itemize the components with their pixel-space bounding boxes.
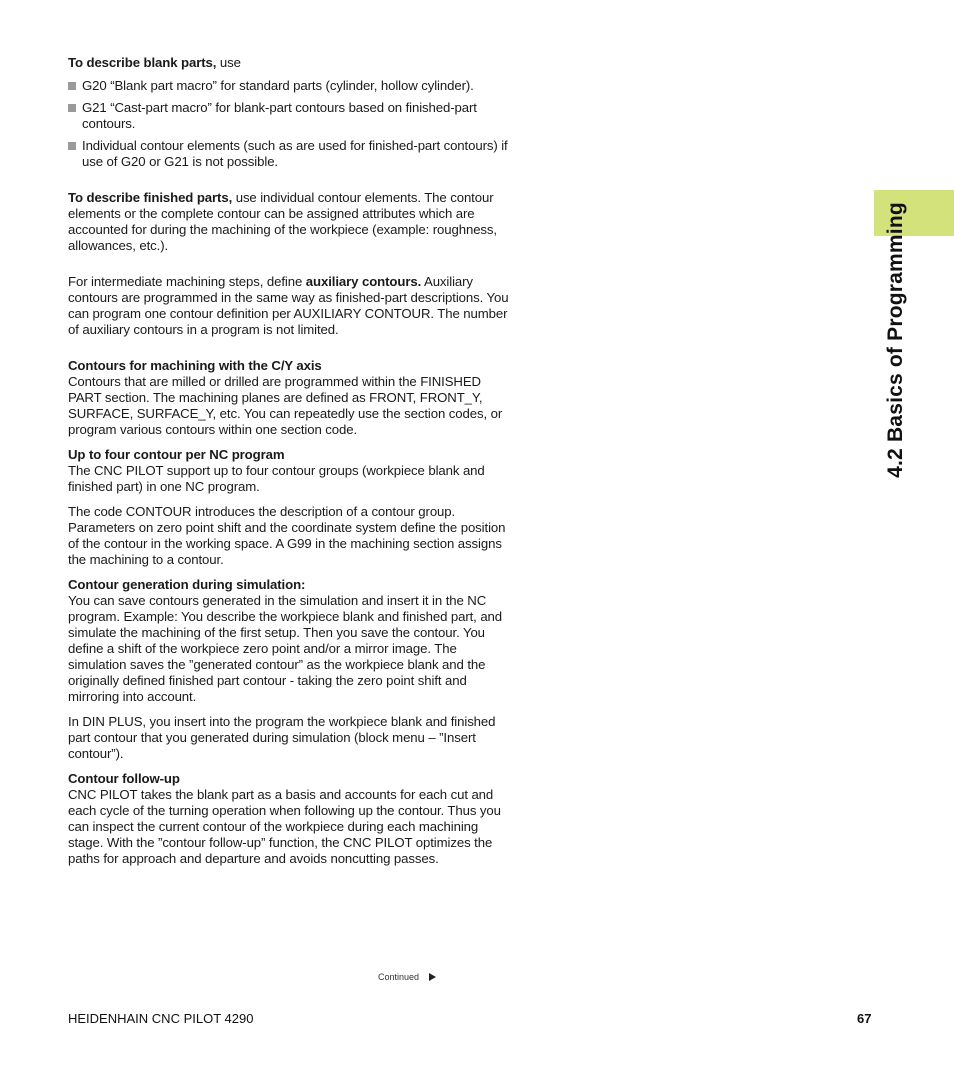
section-paragraph: Contours that are milled or drilled are programmed within the FINISHED PART section. The machining planes are defined as FRONT, FRONT_Y, SURFACE, SURFACE_Y, etc. You can repeatedly use the section codes, or program various contours within one section code. bbox=[68, 374, 503, 437]
main-content bbox=[68, 55, 513, 867]
section-paragraph: CNC PILOT takes the blank part as a basis and accounts for each cut and each cycle of the turning operation when following up the contour. Thus you can inspect the current contour of the workpiece during each machining stage. With the ”contour follow-up” function, the CNC PILOT optimizes the paths for approach and departure and avoids noncutting passes. bbox=[68, 787, 501, 866]
footer-product: HEIDENHAIN CNC PILOT 4290 bbox=[68, 1011, 254, 1026]
arrow-right-icon bbox=[429, 973, 436, 981]
section-heading: Contour follow-up bbox=[68, 771, 180, 786]
section-paragraph: The CNC PILOT support up to four contour groups (workpiece blank and finished part) in one NC program. bbox=[68, 463, 485, 494]
list-item-text: G20 “Blank part macro” for standard parts (cylinder, hollow cylinder). bbox=[82, 78, 474, 93]
square-bullet-icon bbox=[68, 142, 76, 150]
blank-parts-rest: use bbox=[216, 55, 241, 70]
finished-parts-rest: use individual contour elements. The contour elements or the complete contour can be assigned attributes which are accounted for during the machining of the workpiece (example: roughness, allowances, etc.). bbox=[68, 190, 497, 253]
section-paragraph: The code CONTOUR introduces the description of a contour group. Parameters on zero point shift and the coordinate system define the position of the contour in the working space. A G99 in the machining section assigns the machining to a contour. bbox=[68, 504, 506, 567]
list-item bbox=[68, 100, 513, 132]
section-paragraph: In DIN PLUS, you insert into the program the workpiece blank and finished part contour that you generated during simulation (block menu – ”Insert contour”). bbox=[68, 714, 496, 761]
blank-parts-intro bbox=[68, 55, 513, 71]
auxiliary-paragraph bbox=[68, 274, 513, 338]
chapter-title-text: 4.2 Basics of Programming bbox=[884, 202, 907, 478]
section-heading: Contours for machining with the C/Y axis bbox=[68, 358, 322, 373]
list-item-text: Individual contour elements (such as are used for finished-part contours) if use of G20 or G21 is not possible. bbox=[82, 138, 508, 169]
finished-parts-lead: To describe finished parts, bbox=[68, 190, 233, 205]
page-number: 67 bbox=[857, 1011, 872, 1026]
section-heading: Contour generation during simulation: bbox=[68, 577, 306, 592]
continued-marker bbox=[378, 972, 436, 982]
square-bullet-icon bbox=[68, 82, 76, 90]
square-bullet-icon bbox=[68, 104, 76, 112]
auxiliary-term: auxiliary contours. bbox=[305, 274, 422, 289]
list-item bbox=[68, 138, 513, 170]
continued-label: Continued bbox=[378, 972, 420, 982]
auxiliary-post: Auxiliary contours are programmed in the same way as finished-part descriptions. You can program one contour definition per AUXILIARY CONTOUR. The number of auxiliary contours in a program is not limited. bbox=[68, 274, 509, 337]
blank-parts-lead: To describe blank parts, bbox=[68, 55, 217, 70]
section-heading: Up to four contour per NC program bbox=[68, 447, 285, 462]
section-paragraph: You can save contours generated in the simulation and insert it in the NC program. Example: You describe the workpiece blank and finished part, and simulate the machining of the first setup. Then you save the contour. You define a shift of the workpiece zero point and/or a mirror image. The simulation saves the ”generated contour” as the workpiece blank and the originally defined finished part contour - taking the zero point shift and mirroring into account. bbox=[68, 593, 503, 704]
list-item-text: G21 “Cast-part macro” for blank-part contours based on finished-part contours. bbox=[82, 100, 477, 131]
list-item bbox=[68, 78, 513, 94]
blank-parts-list bbox=[68, 78, 513, 170]
finished-parts-paragraph bbox=[68, 190, 513, 254]
auxiliary-pre: For intermediate machining steps, define bbox=[68, 274, 306, 289]
